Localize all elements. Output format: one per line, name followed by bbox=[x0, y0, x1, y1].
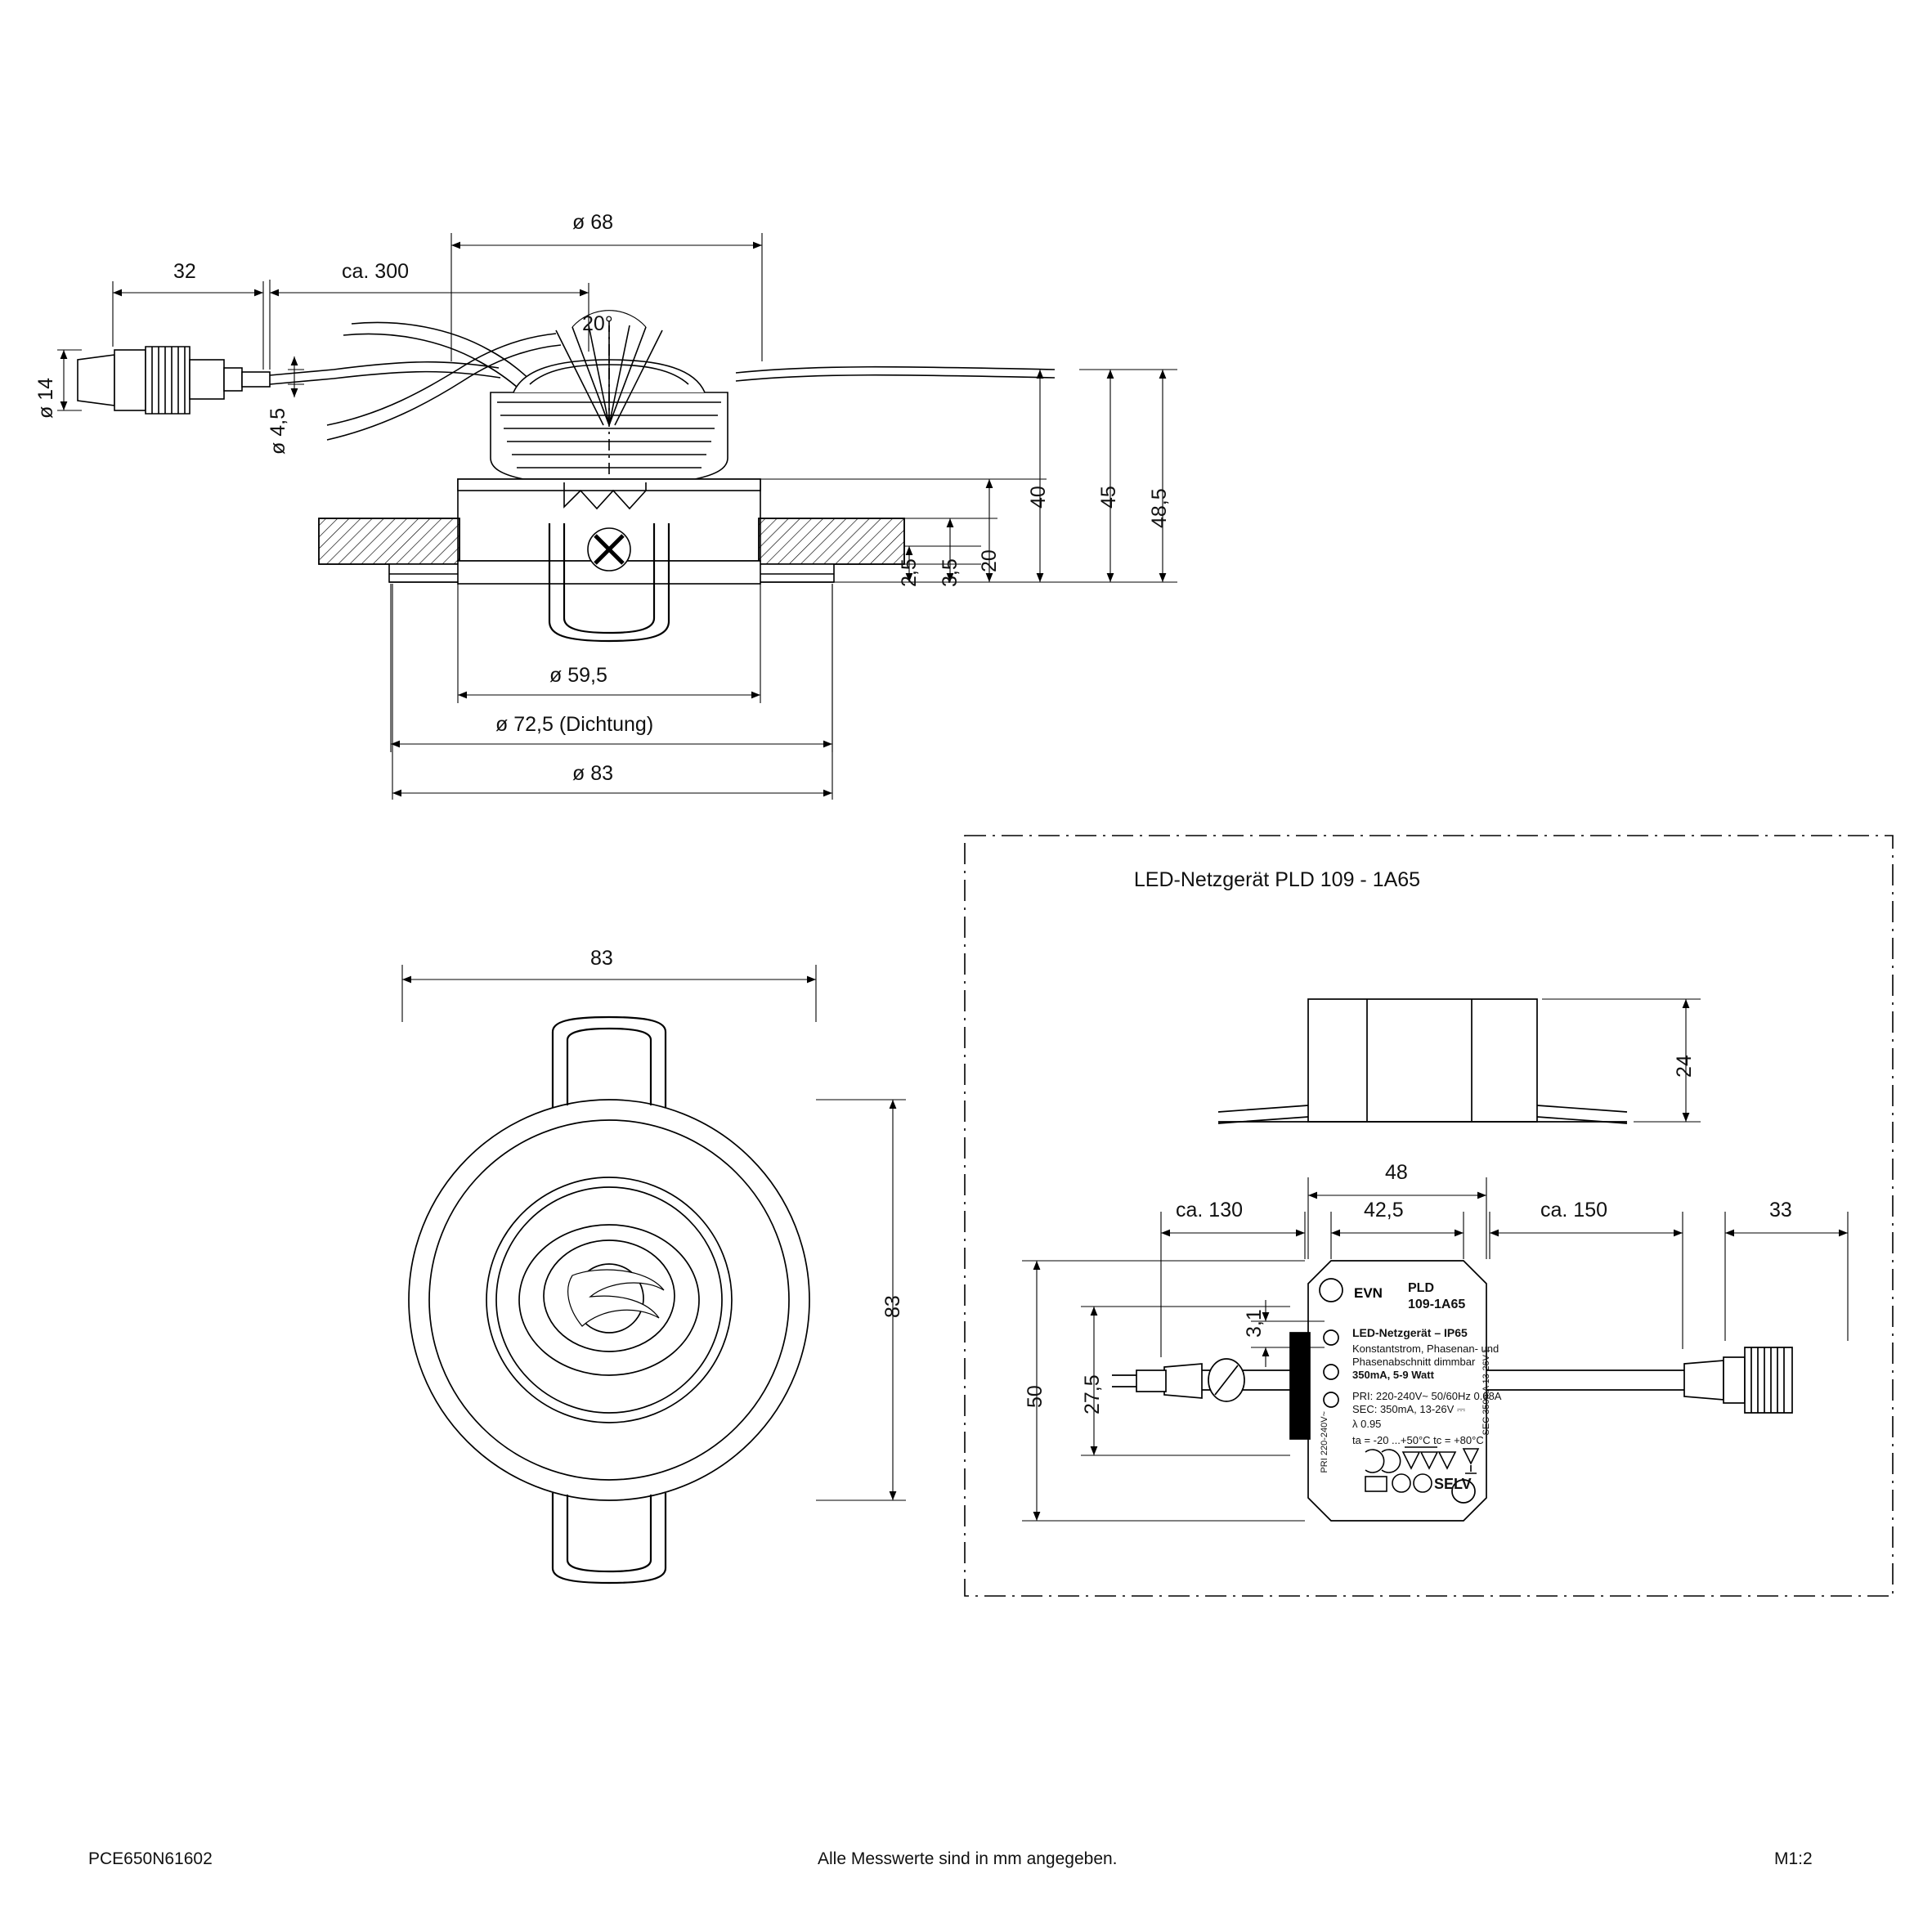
driver-label-sec: SEC 350mA 13-26V⎓ bbox=[1481, 1346, 1491, 1436]
footer-article-number: PCE650N61602 bbox=[88, 1849, 213, 1868]
dim-tilt-angle: 20° bbox=[582, 312, 613, 335]
driver-label-line2: Phasenabschnitt dimmbar bbox=[1352, 1356, 1476, 1368]
dim-cable-length: ca. 300 bbox=[342, 260, 410, 283]
driver-label-line7: ta = -20 ...+50°C tc = +80°C bbox=[1352, 1434, 1484, 1446]
dim-driver-width-48: 48 bbox=[1385, 1161, 1408, 1184]
driver-label-line4: PRI: 220-240V~ 50/60Hz 0.08A bbox=[1352, 1390, 1502, 1402]
dim-driver-lead-out: ca. 150 bbox=[1540, 1199, 1608, 1222]
dim-driver-plug-length: 33 bbox=[1769, 1199, 1792, 1222]
dim-cutout-diameter: ø 59,5 bbox=[549, 664, 607, 687]
dim-height-20: 20 bbox=[978, 549, 1001, 572]
dim-plan-height: 83 bbox=[881, 1295, 904, 1318]
dim-driver-height-24: 24 bbox=[1673, 1055, 1696, 1078]
dim-driver-height-275: 27,5 bbox=[1081, 1374, 1104, 1414]
dim-height-485: 48,5 bbox=[1148, 488, 1171, 528]
driver-label-line1: Konstantstrom, Phasenan- und bbox=[1352, 1343, 1499, 1355]
driver-label-pri: PRI 220-240V~ bbox=[1320, 1411, 1329, 1473]
footer-note: Alle Messwerte sind in mm angegeben. bbox=[818, 1849, 1118, 1868]
driver-label-line6: λ 0.95 bbox=[1352, 1418, 1382, 1430]
dim-height-35: 3,5 bbox=[939, 558, 962, 587]
dim-cable-diameter: ø 4,5 bbox=[267, 408, 289, 455]
driver-label-selv: SELV bbox=[1434, 1476, 1472, 1492]
dim-height-40: 40 bbox=[1027, 486, 1050, 509]
dim-ring-diameter: ø 83 bbox=[572, 762, 614, 785]
dim-height-25: 2,5 bbox=[898, 558, 921, 587]
dim-driver-width-425: 42,5 bbox=[1364, 1199, 1404, 1222]
driver-type-line1: PLD bbox=[1408, 1281, 1434, 1295]
driver-brand: EVN bbox=[1354, 1285, 1383, 1301]
footer-scale: M1:2 bbox=[1774, 1849, 1813, 1868]
driver-type-line2: 109-1A65 bbox=[1408, 1298, 1466, 1311]
driver-label-title: LED-Netzgerät – IP65 bbox=[1352, 1326, 1468, 1339]
dim-plan-width: 83 bbox=[590, 947, 613, 970]
driver-label-line5: SEC: 350mA, 13-26V ⎓ bbox=[1352, 1403, 1466, 1415]
dim-connector-diameter: ø 14 bbox=[34, 377, 57, 419]
dim-height-45: 45 bbox=[1097, 486, 1120, 509]
driver-title: LED-Netzgerät PLD 109 - 1A65 bbox=[1133, 868, 1421, 891]
driver-label-line3: 350mA, 5-9 Watt bbox=[1352, 1369, 1434, 1381]
dim-driver-lead-in: ca. 130 bbox=[1176, 1199, 1244, 1222]
dim-driver-terminal-offset: 3,1 bbox=[1243, 1309, 1266, 1338]
dim-driver-height-50: 50 bbox=[1024, 1385, 1047, 1408]
dim-gasket-diameter: ø 72,5 (Dichtung) bbox=[495, 713, 654, 736]
dim-connector-length: 32 bbox=[173, 260, 196, 283]
dim-diameter-68: ø 68 bbox=[572, 211, 614, 234]
